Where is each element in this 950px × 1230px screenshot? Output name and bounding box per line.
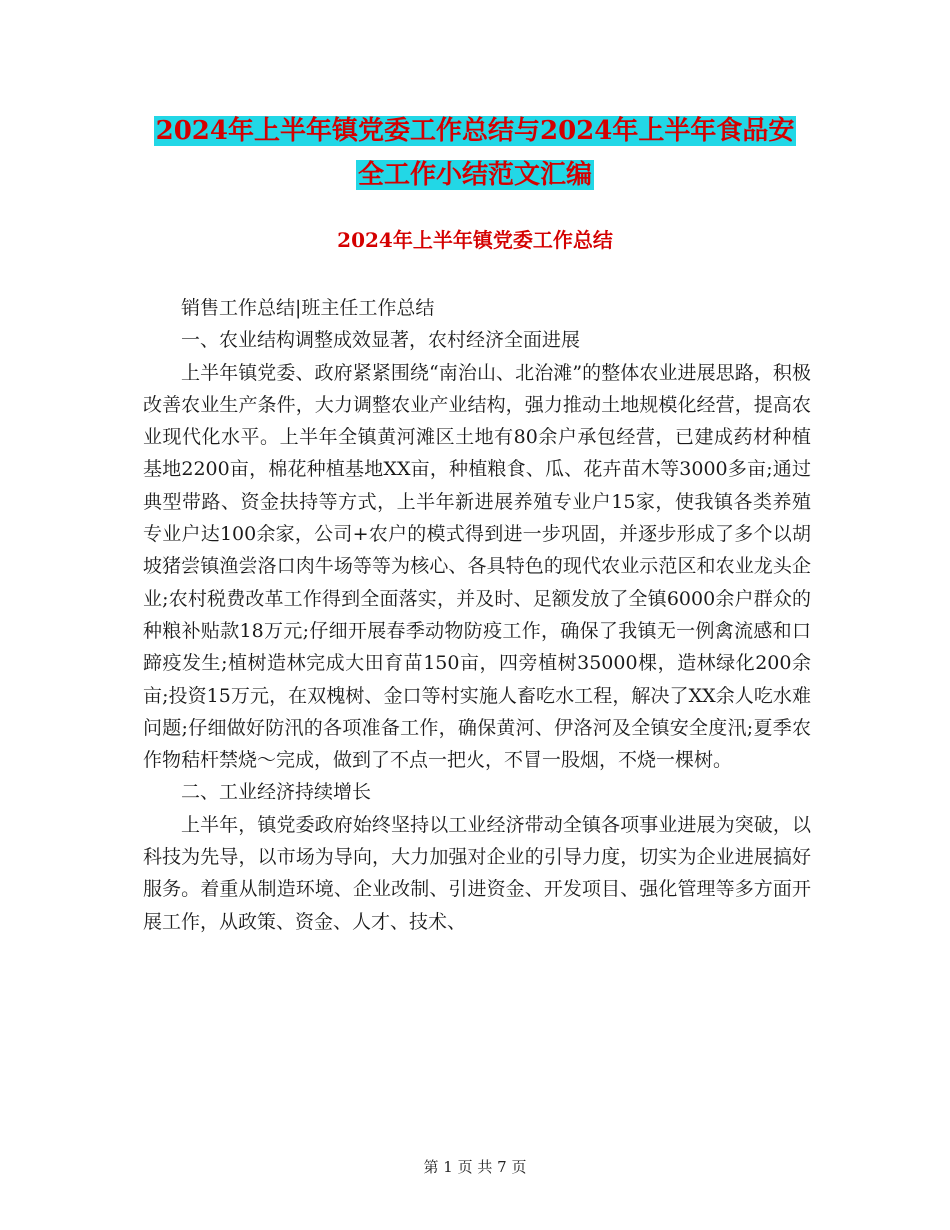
section-title: 2024年上半年镇党委工作总结	[337, 228, 613, 252]
document-title-line-2	[0, 155, 950, 195]
paragraph-agriculture: 上半年镇党委、政府紧紧围绕“南治山、北治滩”的整体农业进展思路，积极改善农业生产条件，大力调整农业产业结构，强力推动土地规模化经营，提高农业现代化水平。上半年全镇黄河滩区土地有80余户承包经营，已建成药材种植基地2200亩，棉花种植基地XX亩，种植粮食、瓜、花卉苗木等3000多亩;通过典型带路、资金扶持等方式，上半年新进展养殖专业户15家，使我镇各类养殖专业户达100余家，公司+农户的模式得到进一步巩固，并逐步形成了多个以胡坡猪尝镇渔尝洛口肉牛场等等为核心、各具特色的现代农业示范区和农业龙头企业;农村税费改革工作得到全面落实，并及时、足额发放了全镇6000余户群众的种粮补贴款18万元;仔细开展春季动物防疫工作，确保了我镇无一例禽流感和口蹄疫发生;植树造林完成大田育苗150亩，四旁植树35000棵，造林绿化200余亩;投资15万元，在双槐树、金口等村实施人畜吃水工程，解决了XX余人吃水难问题;仔细做好防汛的各项准备工作，确保黄河、伊洛河及全镇安全度汛;夏季农作物秸杆禁烧～完成，做到了不点一把火，不冒一股烟，不烧一棵树。	[143, 361, 811, 772]
document-title-line-1	[0, 111, 950, 151]
title-highlight-2: 全工作小结范文汇编	[357, 160, 592, 190]
paragraph-industry: 上半年，镇党委政府始终坚持以工业经济带动全镇各项事业进展为突破，以科技为先导，以市场为导向，大力加强对企业的引导力度，切实为企业进展搞好服务。着重从制造环境、企业改制、引进资金、开发项目、强化管理等多方面开展工作，从政策、资金、人才、技术、	[143, 813, 811, 933]
document-body	[143, 292, 811, 938]
paragraph-heading-industry: 二、工业经济持续增长	[181, 781, 372, 804]
paragraph-heading-agriculture: 一、农业结构调整成效显著，农村经济全面进展	[181, 329, 581, 352]
title-highlight-1: 2024年上半年镇党委工作总结与2024年上半年食品安	[155, 116, 795, 146]
paragraph-related-links: 销售工作总结|班主任工作总结	[181, 297, 435, 319]
page-footer: 第 1 页 共 7 页	[423, 1158, 527, 1176]
